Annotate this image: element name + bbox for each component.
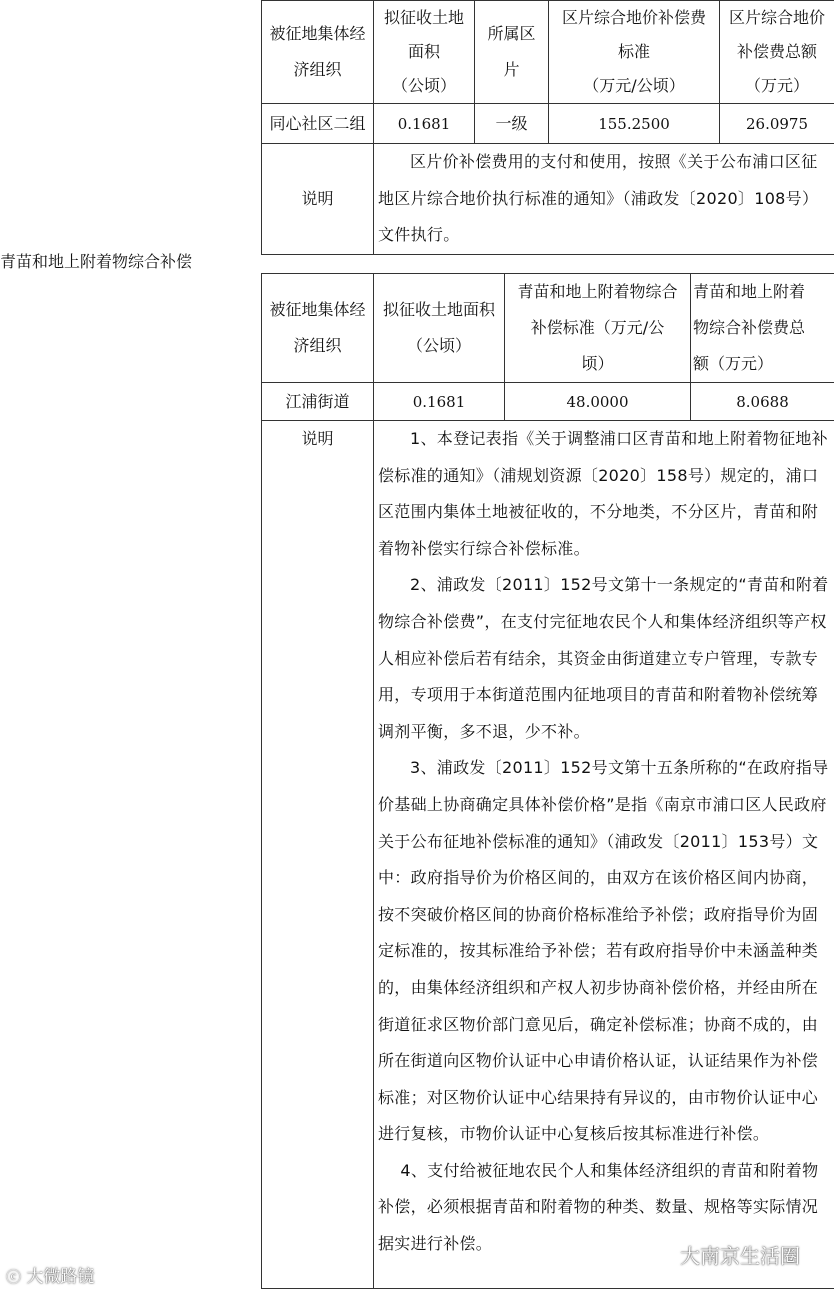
section-heading: 青苗和地上附着物综合补偿 <box>0 250 192 274</box>
note-paragraph-1: 1、本登记表指《关于调整浦口区青苗和地上附着物征地补偿标准的通知》（浦规划资源〔2020〕158号）规定的，浦口区范围内集体土地被征收的，不分地类，不分区片，青苗和附着物补偿实行综合补偿标准。 <box>378 421 830 567</box>
header-cell <box>549 1 720 104</box>
header-line: 所属区 <box>477 16 546 52</box>
header-line: 拟征收土地 <box>376 1 472 35</box>
note-paragraph-2: 2、浦政发〔2011〕152号文第十一条规定的“青苗和附着物综合补偿费”，在支付完征地农民个人和集体经济组织等产权人相应补偿后若有结余，其资金由街道建立专户管理，专款专用，专项用于本街道范围内征地项目的青苗和附着物补偿统筹调剂平衡，多不退，少不补。 <box>378 567 830 750</box>
note-paragraph-3: 3、浦政发〔2011〕152号文第十五条所称的“在政府指导价基础上协商确定具体补偿价格”是指《南京市浦口区人民政府关于公布征地补偿标准的通知》（浦政发〔2011〕153号）文中：政府指导价为价格区间的，由双方在该价格区间内协商，按不突破价格区间的协商价格标准给予补偿；政府指导价为固定标准的，按其标准给予补偿；若有政府指导价中未涵盖种类的，由集体经济组织和产权人初步协商补偿价格，并经由所在街道征求区物价部门意见后，确定补偿标准；协商不成的，由所在街道向区物价认证中心申请价格认证，认证结果作为补偿标准；对区物价认证中心结果持有异议的，由市物价认证中心进行复核，市物价认证中心复核后按其标准进行补偿。 <box>378 750 830 1153</box>
header-line: 面积 <box>376 35 472 69</box>
c-logo-icon: ⓒ <box>6 1268 21 1286</box>
header-line: 被征地集体经 <box>264 16 371 52</box>
table-row <box>262 383 834 421</box>
note-row <box>262 421 834 1289</box>
note-paragraph-4: 4、支付给被征地农民个人和集体经济组织的青苗和附着物补偿，必须根据青苗和附着物的种类、数量、规格等实际情况据实进行补偿。 <box>378 1153 830 1263</box>
standard-cell: 155.2500 <box>549 104 720 144</box>
header-line: 区片综合地价 <box>722 1 832 35</box>
header-line: （万元） <box>722 69 832 103</box>
area-cell: 0.1681 <box>374 383 505 421</box>
header-line: （公顷） <box>376 328 502 364</box>
watermark-left-text: 大微路镜 <box>26 1267 94 1287</box>
header-line: （万元/公顷） <box>551 69 717 103</box>
watermark-right-text: 大南京生活圈 <box>680 1240 800 1269</box>
header-line: 物综合补偿费总 <box>693 310 832 346</box>
note-row <box>262 144 834 255</box>
total-cell: 8.0688 <box>691 383 834 421</box>
header-cell <box>262 1 374 104</box>
header-line: 青苗和地上附着 <box>693 274 832 310</box>
total-cell: 26.0975 <box>720 104 834 144</box>
header-line: 区片综合地价补偿费 <box>551 1 717 35</box>
header-line: 补偿标准（万元/公 <box>507 310 688 346</box>
header-cell <box>374 1 475 104</box>
header-line: 片 <box>477 52 546 88</box>
note-text <box>374 421 834 1289</box>
header-line: 拟征收土地面积 <box>376 292 502 328</box>
area-cell: 0.1681 <box>374 104 475 144</box>
table-header-row <box>262 274 834 383</box>
header-line: 被征地集体经 <box>264 292 371 328</box>
header-line: 标准 <box>551 35 717 69</box>
header-cell <box>374 274 505 383</box>
header-line: 额（万元） <box>693 346 832 382</box>
note-paragraph: 区片价补偿费用的支付和使用，按照《关于公布浦口区征地区片综合地价执行标准的通知》（浦政发〔2020〕108号）文件执行。 <box>378 144 830 254</box>
header-cell <box>691 274 834 383</box>
header-cell <box>505 274 691 383</box>
header-cell <box>262 274 374 383</box>
collective-org-cell: 江浦街道 <box>262 383 374 421</box>
collective-org-cell: 同心社区二组 <box>262 104 374 144</box>
header-cell <box>720 1 834 104</box>
watermark-left <box>6 1262 94 1287</box>
wechat-icon <box>648 1244 674 1266</box>
header-line: 青苗和地上附着物综合 <box>507 274 688 310</box>
header-line: 济组织 <box>264 52 371 88</box>
table-header-row <box>262 1 834 104</box>
header-line: 济组织 <box>264 328 371 364</box>
note-label: 说明 <box>262 421 374 1289</box>
header-line: （公顷） <box>376 69 472 103</box>
watermark-right <box>648 1240 800 1269</box>
note-label: 说明 <box>262 144 374 255</box>
header-cell <box>475 1 549 104</box>
header-line: 补偿费总额 <box>722 35 832 69</box>
header-line: 顷） <box>507 346 688 382</box>
note-text <box>374 144 834 255</box>
standard-cell: 48.0000 <box>505 383 691 421</box>
land-compensation-table <box>261 0 834 255</box>
table-row <box>262 104 834 144</box>
crop-compensation-table <box>261 273 834 1289</box>
zone-cell: 一级 <box>475 104 549 144</box>
